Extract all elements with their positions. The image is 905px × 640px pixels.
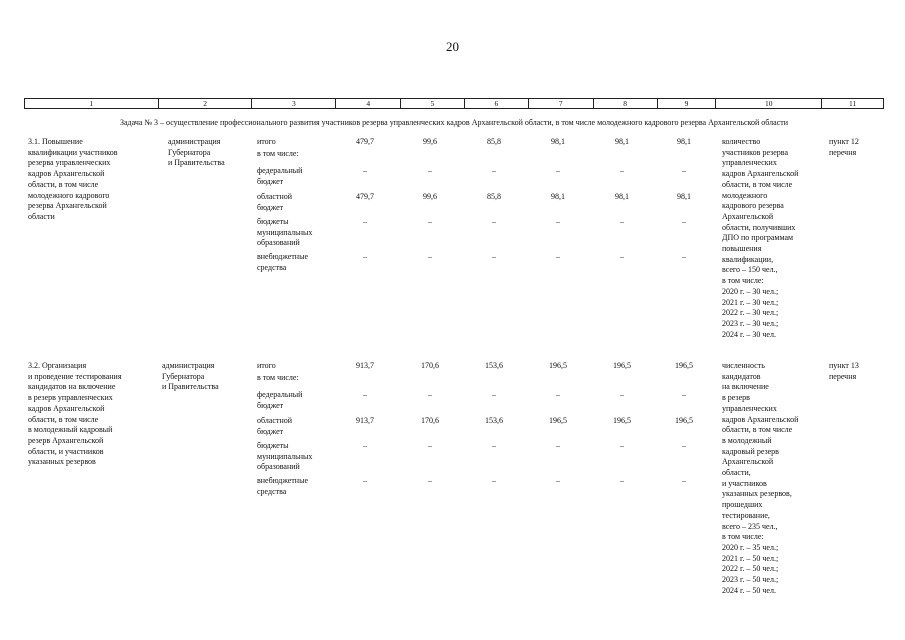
funding-value: – <box>620 166 624 175</box>
target-indicator: 2021 г. – 50 чел.; <box>722 553 779 563</box>
list-reference: перечня <box>829 147 857 157</box>
list-reference: перечня <box>829 371 857 381</box>
target-indicator: и участников <box>722 478 767 488</box>
funding-source: муниципальных <box>257 451 313 461</box>
funding-value: – <box>620 390 624 399</box>
funding-value: – <box>363 441 367 450</box>
target-indicator: 2021 г. – 30 чел.; <box>722 297 779 307</box>
target-indicator: повышения <box>722 244 762 253</box>
column-number-4: 4 <box>336 99 401 108</box>
funding-source: внебюджетные <box>257 252 308 261</box>
funding-source: образований <box>257 462 300 472</box>
column-number-5: 5 <box>401 99 465 108</box>
target-indicator: кадрового резерва <box>722 201 784 211</box>
funding-source: бюджет <box>257 202 284 212</box>
target-indicator: кадров Архангельской <box>722 414 799 424</box>
target-indicator: в том числе: <box>722 276 764 286</box>
activity-name: резерва управленческих <box>28 158 111 168</box>
funding-value: 153,6 <box>485 361 503 370</box>
funding-value: – <box>620 441 624 450</box>
funding-value: 98,1 <box>677 137 691 146</box>
executor: и Правительства <box>162 382 219 392</box>
funding-value: – <box>556 441 560 450</box>
funding-value: – <box>428 390 432 399</box>
activity-name: квалификации участников <box>28 147 118 157</box>
funding-value: 170,6 <box>421 361 439 370</box>
funding-value: – <box>556 217 560 226</box>
column-number-header <box>24 98 884 109</box>
activity-name: молодежного кадрового <box>28 190 110 200</box>
funding-source: внебюджетные <box>257 476 308 485</box>
funding-value: 913,7 <box>356 361 374 370</box>
target-indicator: области, <box>722 468 751 477</box>
funding-value: – <box>556 390 560 399</box>
target-indicator: области, получивших <box>722 222 796 232</box>
target-indicator: 2023 г. – 50 чел.; <box>722 575 779 584</box>
funding-source: средства <box>257 486 287 496</box>
column-number-10: 10 <box>716 99 822 108</box>
target-indicator: управленческих <box>722 403 777 413</box>
list-reference: пункт 13 <box>829 361 859 370</box>
target-indicator: кандидатов <box>722 371 761 381</box>
funding-value: 98,1 <box>615 192 629 201</box>
funding-value: 98,1 <box>551 137 565 146</box>
target-indicator: прошедших <box>722 500 763 510</box>
funding-value: – <box>556 166 560 175</box>
activity-name: резерва Архангельской <box>28 201 107 211</box>
target-indicator: 2024 г. – 50 чел. <box>722 585 776 595</box>
funding-source: образований <box>257 238 300 248</box>
column-number-1: 1 <box>25 99 159 108</box>
funding-value: 85,8 <box>487 137 501 146</box>
funding-value: – <box>682 390 686 399</box>
target-indicator: 2024 г. – 30 чел. <box>722 329 776 339</box>
funding-value: 153,6 <box>485 416 503 425</box>
target-indicator: 2022 г. – 30 чел.; <box>722 308 779 318</box>
funding-source: средства <box>257 262 287 272</box>
funding-value: – <box>363 476 367 485</box>
activity-name: резерв Архангельской <box>28 435 104 445</box>
funding-value: – <box>682 217 686 226</box>
target-indicator: 2022 г. – 50 чел.; <box>722 564 779 574</box>
funding-value: – <box>682 441 686 450</box>
funding-value: 85,8 <box>487 192 501 201</box>
funding-source: итого <box>257 361 276 370</box>
funding-value: 913,7 <box>356 416 374 425</box>
target-indicator: 2020 г. – 30 чел.; <box>722 286 779 296</box>
column-number-2: 2 <box>159 99 253 108</box>
target-indicator: в молодежный <box>722 435 772 445</box>
executor: администрация <box>162 361 215 370</box>
column-number-8: 8 <box>594 99 658 108</box>
activity-name: области, в том числе <box>28 414 99 424</box>
funding-source: областной <box>257 416 293 425</box>
target-indicator: Архангельской <box>722 457 774 467</box>
activity-name: указанных резервов <box>28 457 96 467</box>
funding-value: – <box>492 252 496 261</box>
activity-name: области, в том числе <box>28 179 99 189</box>
target-indicator: на включение <box>722 382 769 392</box>
funding-value: 479,7 <box>356 137 374 146</box>
funding-source: бюджет <box>257 426 284 436</box>
funding-value: 170,6 <box>421 416 439 425</box>
funding-value: 98,1 <box>677 192 691 201</box>
funding-value: – <box>492 441 496 450</box>
funding-value: – <box>620 476 624 485</box>
funding-source: бюджеты <box>257 441 289 450</box>
funding-value: – <box>363 166 367 175</box>
column-number-11: 11 <box>848 99 857 108</box>
funding-source: областной <box>257 192 293 201</box>
funding-value: – <box>682 252 686 261</box>
page-number: 20 <box>446 39 459 54</box>
funding-source: в том числе: <box>257 149 299 158</box>
funding-value: 196,5 <box>613 361 631 370</box>
target-indicator: кадров Архангельской <box>722 169 799 179</box>
funding-value: – <box>620 252 624 261</box>
funding-value: – <box>620 217 624 226</box>
column-number-3: 3 <box>252 99 336 108</box>
activity-name: 3.2. Организация <box>28 361 87 370</box>
activity-name: области <box>28 211 55 221</box>
executor: и Правительства <box>168 158 225 168</box>
target-indicator: области, в том числе <box>722 179 793 189</box>
activity-name: в резерв управленческих <box>28 393 113 403</box>
funding-source: муниципальных <box>257 227 313 237</box>
funding-value: – <box>363 217 367 226</box>
activity-name: области, и участников <box>28 446 104 456</box>
activity-name: и проведение тестирования <box>28 371 122 381</box>
target-indicator: участников резерва <box>722 147 789 157</box>
target-indicator: молодежного <box>722 190 768 200</box>
funding-value: – <box>556 476 560 485</box>
funding-value: – <box>363 252 367 261</box>
target-indicator: 2020 г. – 35 чел.; <box>722 542 779 552</box>
target-indicator: управленческих <box>722 158 777 168</box>
funding-value: – <box>492 217 496 226</box>
activity-name: в молодежный кадровый <box>28 425 113 435</box>
funding-value: – <box>428 252 432 261</box>
funding-value: 99,6 <box>423 192 437 201</box>
funding-value: 99,6 <box>423 137 437 146</box>
activity-name: кадров Архангельской <box>28 403 105 413</box>
funding-value: – <box>682 166 686 175</box>
funding-value: 479,7 <box>356 192 374 201</box>
target-indicator: в резерв <box>722 393 750 403</box>
funding-value: 196,5 <box>549 361 567 370</box>
target-indicator: в том числе: <box>722 532 764 542</box>
list-reference: пункт 12 <box>829 137 859 146</box>
target-indicator: количество <box>722 137 761 146</box>
funding-value: 196,5 <box>613 416 631 425</box>
funding-value: – <box>492 390 496 399</box>
target-indicator: тестирование, <box>722 510 770 520</box>
activity-name: кандидатов на включение <box>28 382 116 392</box>
funding-value: – <box>492 166 496 175</box>
funding-value: – <box>428 441 432 450</box>
task-title: Задача № 3 – осуществление профессионального развития участников резерва управленческих кадров Архангельской области, в том числе молодежного кадрового резерва Архангельской области <box>119 118 789 127</box>
column-number-6: 6 <box>465 99 529 108</box>
target-indicator: ДПО по программам <box>722 233 794 243</box>
target-indicator: всего – 235 чел., <box>722 521 778 531</box>
funding-value: – <box>428 217 432 226</box>
funding-source: федеральный <box>257 390 303 399</box>
column-number-9: 9 <box>658 99 717 108</box>
target-indicator: всего – 150 чел., <box>722 265 778 275</box>
funding-source: итого <box>257 137 276 146</box>
funding-value: – <box>556 252 560 261</box>
column-number-7: 7 <box>529 99 594 108</box>
executor: Губернатора <box>162 371 205 381</box>
funding-source: в том числе: <box>257 373 299 382</box>
target-indicator: 2023 г. – 30 чел.; <box>722 318 779 328</box>
activity-name: 3.1. Повышение <box>28 137 83 146</box>
target-indicator: квалификации, <box>722 254 774 264</box>
funding-value: 196,5 <box>675 416 693 425</box>
funding-value: 98,1 <box>615 137 629 146</box>
activity-name: кадров Архангельской <box>28 169 105 179</box>
funding-value: – <box>428 476 432 485</box>
funding-source: бюджет <box>257 176 284 186</box>
funding-value: – <box>682 476 686 485</box>
executor: администрация <box>168 137 221 146</box>
funding-source: федеральный <box>257 166 303 175</box>
funding-value: – <box>428 166 432 175</box>
target-indicator: Архангельской <box>722 211 774 221</box>
funding-value: 196,5 <box>549 416 567 425</box>
funding-value: 196,5 <box>675 361 693 370</box>
funding-source: бюджеты <box>257 217 289 226</box>
funding-value: – <box>492 476 496 485</box>
funding-value: 98,1 <box>551 192 565 201</box>
target-indicator: указанных резервов, <box>722 489 792 499</box>
funding-source: бюджет <box>257 400 284 410</box>
target-indicator: численность <box>722 361 765 370</box>
funding-value: – <box>363 390 367 399</box>
executor: Губернатора <box>168 147 211 157</box>
target-indicator: кадровый резерв <box>722 446 779 456</box>
target-indicator: области, в том числе <box>722 425 793 435</box>
